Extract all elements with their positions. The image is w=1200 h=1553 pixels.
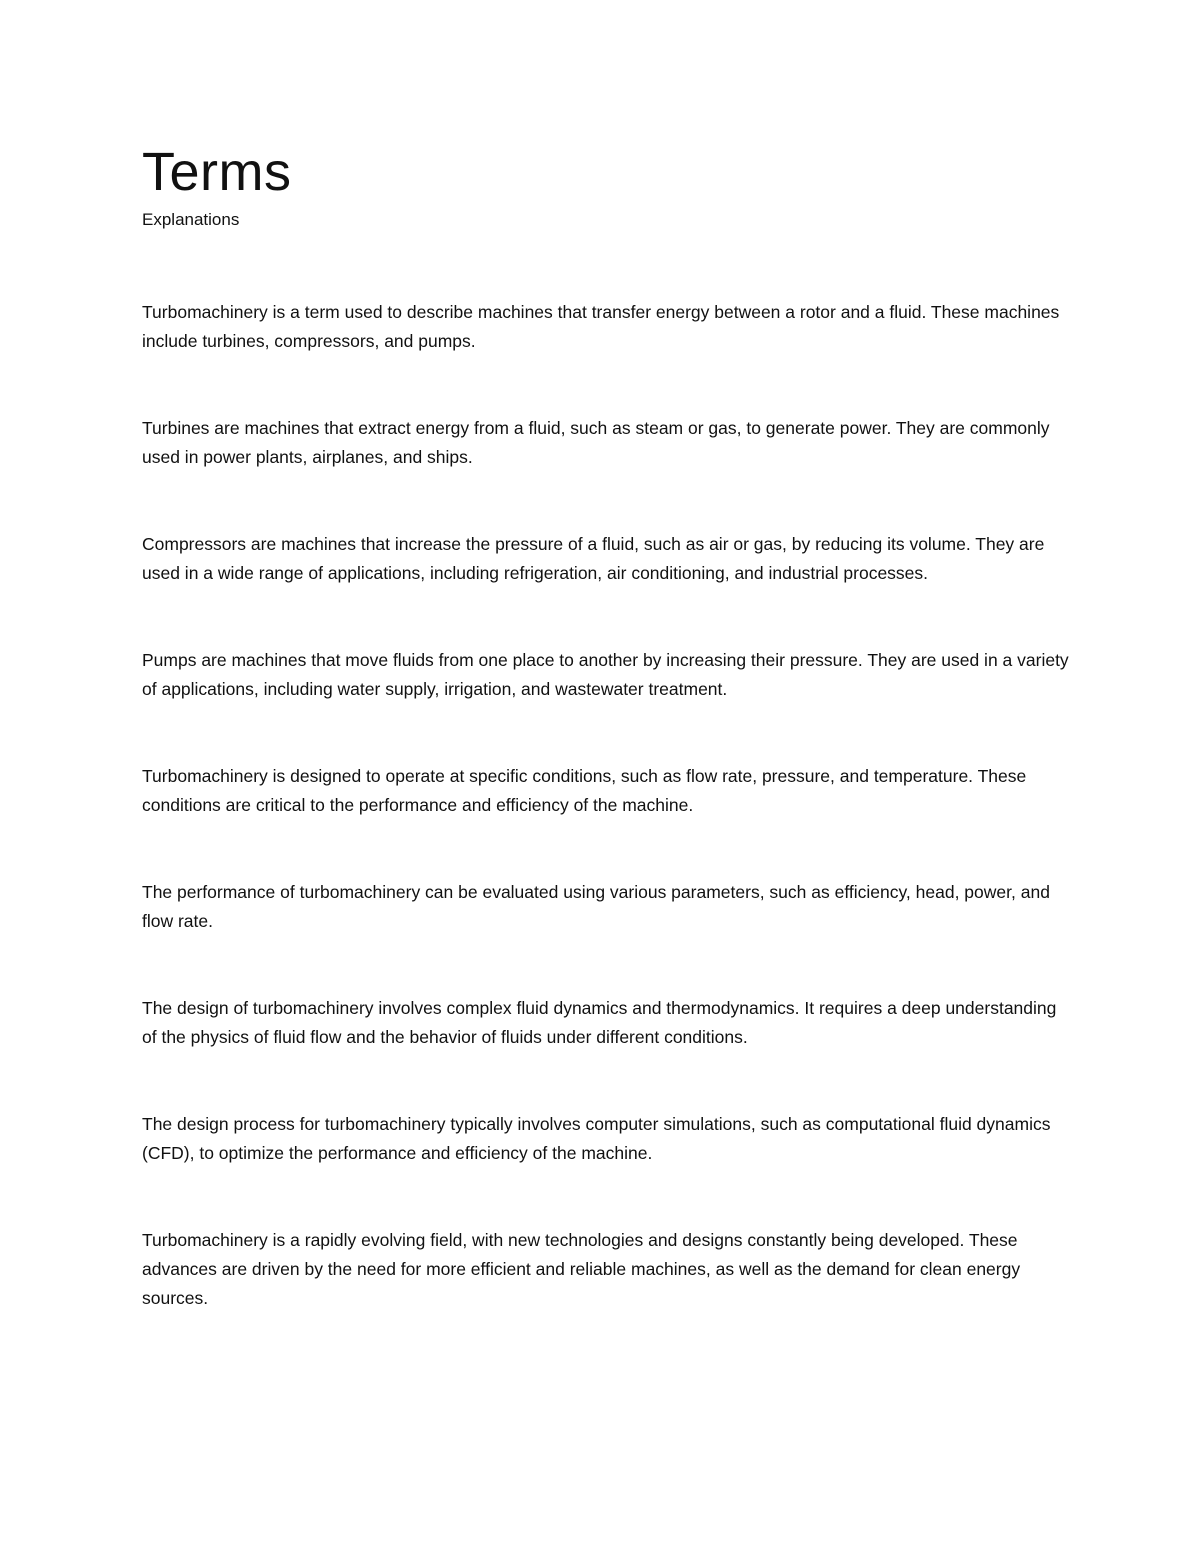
- paragraph-operating-conditions: Turbomachinery is designed to operate at specific conditions, such as flow rate, pressure, and temperature. These conditions are critical to the performance and efficiency of the machine.: [142, 766, 1027, 815]
- paragraph-design-process: The design process for turbomachinery typically involves computer simulations, such as computational fluid dynamics (CFD), to optimize the performance and efficiency of the machine.: [142, 1114, 1051, 1163]
- paragraph-turbines: Turbines are machines that extract energy from a fluid, such as steam or gas, to generate power. They are commonly used in power plants, airplanes, and ships.: [142, 418, 1050, 467]
- paragraph-list: [142, 298, 1072, 1313]
- paragraph-evolving-field: Turbomachinery is a rapidly evolving field, with new technologies and designs constantly being developed. These advances are driven by the need for more efficient and reliable machines, as well as the demand for clean energy sources.: [142, 1230, 1021, 1308]
- paragraph-performance: The performance of turbomachinery can be evaluated using various parameters, such as efficiency, head, power, and flow rate.: [142, 882, 1050, 931]
- paragraph-pumps: Pumps are machines that move fluids from one place to another by increasing their pressure. They are used in a variety of applications, including water supply, irrigation, and wastewater treatment.: [142, 650, 1069, 699]
- paragraph-compressors: Compressors are machines that increase the pressure of a fluid, such as air or gas, by reducing its volume. They are used in a wide range of applications, including refrigeration, air conditioning, and industrial processes.: [142, 534, 1045, 583]
- paragraph-design: The design of turbomachinery involves complex fluid dynamics and thermodynamics. It requires a deep understanding of the physics of fluid flow and the behavior of fluids under different conditions.: [142, 998, 1057, 1047]
- document-title: Terms: [142, 142, 292, 202]
- document-subtitle: Explanations: [142, 210, 240, 229]
- paragraph-turbomachinery-definition: Turbomachinery is a term used to describe machines that transfer energy between a rotor and a fluid. These machines include turbines, compressors, and pumps.: [142, 302, 1060, 351]
- document-content: [142, 140, 1072, 1313]
